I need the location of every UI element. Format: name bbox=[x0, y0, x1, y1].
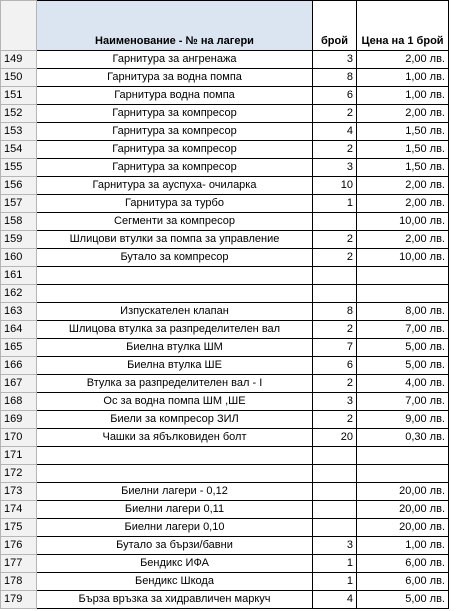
quantity-cell[interactable]: 3 bbox=[313, 159, 357, 177]
table-row bbox=[1, 267, 449, 285]
item-name-cell[interactable] bbox=[37, 285, 313, 303]
price-cell[interactable]: 20,00 лв. bbox=[357, 483, 449, 501]
item-name-cell[interactable]: Биели за компресор ЗИЛ bbox=[37, 411, 313, 429]
price-cell[interactable]: 1,50 лв. bbox=[357, 141, 449, 159]
price-cell[interactable] bbox=[357, 465, 449, 483]
quantity-cell[interactable]: 4 bbox=[313, 591, 357, 609]
quantity-cell[interactable]: 6 bbox=[313, 357, 357, 375]
price-cell[interactable]: 10,00 лв. bbox=[357, 249, 449, 267]
table-row bbox=[1, 339, 449, 357]
quantity-cell[interactable]: 20 bbox=[313, 429, 357, 447]
quantity-cell[interactable]: 1 bbox=[313, 195, 357, 213]
row-number-cell[interactable]: 151 bbox=[1, 87, 37, 105]
header-name-cell[interactable]: Наименование - № на лагери bbox=[37, 1, 313, 51]
quantity-cell[interactable]: 10 bbox=[313, 177, 357, 195]
row-number-cell[interactable]: 178 bbox=[1, 573, 37, 591]
quantity-cell[interactable]: 3 bbox=[313, 393, 357, 411]
table-row bbox=[1, 519, 449, 537]
item-name-cell[interactable]: Сегменти за компресор bbox=[37, 213, 313, 231]
price-cell[interactable]: 7,00 лв. bbox=[357, 321, 449, 339]
item-name-cell[interactable]: Ос за водна помпа ШМ ,ШЕ bbox=[37, 393, 313, 411]
item-name-cell[interactable]: Гарнитура за компресор bbox=[37, 159, 313, 177]
item-name-cell[interactable] bbox=[37, 267, 313, 285]
quantity-cell[interactable] bbox=[313, 213, 357, 231]
item-name-cell[interactable]: Гарнитура за компресор bbox=[37, 123, 313, 141]
table-row bbox=[1, 249, 449, 267]
table-row bbox=[1, 69, 449, 87]
price-cell[interactable]: 1,00 лв. bbox=[357, 537, 449, 555]
price-cell[interactable]: 2,00 лв. bbox=[357, 231, 449, 249]
table-row bbox=[1, 141, 449, 159]
quantity-cell[interactable]: 4 bbox=[313, 123, 357, 141]
quantity-cell[interactable] bbox=[313, 447, 357, 465]
quantity-cell[interactable]: 7 bbox=[313, 339, 357, 357]
row-number-cell[interactable]: 164 bbox=[1, 321, 37, 339]
table-row bbox=[1, 411, 449, 429]
price-cell[interactable]: 20,00 лв. bbox=[357, 519, 449, 537]
quantity-cell[interactable]: 2 bbox=[313, 141, 357, 159]
price-cell[interactable]: 2,00 лв. bbox=[357, 195, 449, 213]
item-name-cell[interactable]: Биелни лагери - 0,12 bbox=[37, 483, 313, 501]
quantity-cell[interactable]: 8 bbox=[313, 303, 357, 321]
item-name-cell[interactable]: Чашки за ябълковиден болт bbox=[37, 429, 313, 447]
quantity-cell[interactable]: 1 bbox=[313, 573, 357, 591]
table-row bbox=[1, 51, 449, 69]
price-cell[interactable]: 5,00 лв. bbox=[357, 591, 449, 609]
price-cell[interactable]: 1,50 лв. bbox=[357, 123, 449, 141]
quantity-cell[interactable] bbox=[313, 483, 357, 501]
item-name-cell[interactable]: Бутало за бързи/бавни bbox=[37, 537, 313, 555]
row-number-cell[interactable]: 174 bbox=[1, 501, 37, 519]
item-name-cell[interactable]: Шлицова втулка за разпределителен вал bbox=[37, 321, 313, 339]
item-name-cell[interactable]: Изпускателен клапан bbox=[37, 303, 313, 321]
table-row bbox=[1, 195, 449, 213]
row-number-cell[interactable]: 155 bbox=[1, 159, 37, 177]
item-name-cell[interactable]: Бутало за компресор bbox=[37, 249, 313, 267]
table-row bbox=[1, 285, 449, 303]
item-name-cell[interactable]: Биелна втулка ШМ bbox=[37, 339, 313, 357]
price-cell[interactable]: 6,00 лв. bbox=[357, 555, 449, 573]
row-number-cell[interactable]: 165 bbox=[1, 339, 37, 357]
quantity-cell[interactable] bbox=[313, 519, 357, 537]
table-row bbox=[1, 123, 449, 141]
item-name-cell[interactable]: Гарнитура за водна помпа bbox=[37, 69, 313, 87]
row-number-cell[interactable]: 161 bbox=[1, 267, 37, 285]
row-number-cell[interactable]: 166 bbox=[1, 357, 37, 375]
row-number-cell[interactable]: 173 bbox=[1, 483, 37, 501]
table-row bbox=[1, 159, 449, 177]
table-row bbox=[1, 357, 449, 375]
row-number-cell[interactable]: 169 bbox=[1, 411, 37, 429]
row-number-cell[interactable]: 159 bbox=[1, 231, 37, 249]
table-row bbox=[1, 537, 449, 555]
quantity-cell[interactable]: 3 bbox=[313, 537, 357, 555]
price-cell[interactable]: 9,00 лв. bbox=[357, 411, 449, 429]
item-name-cell[interactable]: Биелна втулка ШЕ bbox=[37, 357, 313, 375]
table-row bbox=[1, 177, 449, 195]
table-row bbox=[1, 393, 449, 411]
table-row bbox=[1, 303, 449, 321]
table-row bbox=[1, 555, 449, 573]
item-name-cell[interactable]: Гарнитура за компресор bbox=[37, 141, 313, 159]
price-cell[interactable]: 6,00 лв. bbox=[357, 573, 449, 591]
price-cell[interactable]: 5,00 лв. bbox=[357, 357, 449, 375]
price-cell[interactable]: 8,00 лв. bbox=[357, 303, 449, 321]
row-number-cell[interactable]: 156 bbox=[1, 177, 37, 195]
row-number-cell[interactable]: 153 bbox=[1, 123, 37, 141]
item-name-cell[interactable] bbox=[37, 465, 313, 483]
quantity-cell[interactable] bbox=[313, 465, 357, 483]
table-row bbox=[1, 573, 449, 591]
quantity-cell[interactable]: 3 bbox=[313, 51, 357, 69]
item-name-cell[interactable]: Бендикс ИФА bbox=[37, 555, 313, 573]
item-name-cell[interactable]: Гарнитура за компресор bbox=[37, 105, 313, 123]
price-cell[interactable]: 2,00 лв. bbox=[357, 105, 449, 123]
row-number-cell[interactable]: 162 bbox=[1, 285, 37, 303]
price-cell[interactable]: 2,00 лв. bbox=[357, 51, 449, 69]
price-cell[interactable] bbox=[357, 285, 449, 303]
price-cell[interactable]: 1,00 лв. bbox=[357, 69, 449, 87]
row-number-cell[interactable]: 168 bbox=[1, 393, 37, 411]
row-number-cell[interactable]: 149 bbox=[1, 51, 37, 69]
item-name-cell[interactable]: Биелни лагери 0,11 bbox=[37, 501, 313, 519]
quantity-cell[interactable]: 1 bbox=[313, 555, 357, 573]
header-row bbox=[1, 1, 449, 51]
table-row bbox=[1, 501, 449, 519]
row-number-cell[interactable]: 163 bbox=[1, 303, 37, 321]
quantity-cell[interactable]: 2 bbox=[313, 105, 357, 123]
price-cell[interactable]: 2,00 лв. bbox=[357, 177, 449, 195]
row-number-cell[interactable]: 158 bbox=[1, 213, 37, 231]
table-row bbox=[1, 213, 449, 231]
item-name-cell[interactable]: Бърза връзка за хидравличен маркуч bbox=[37, 591, 313, 609]
table-row bbox=[1, 483, 449, 501]
item-name-cell[interactable]: Бендикс Шкода bbox=[37, 573, 313, 591]
table-row bbox=[1, 321, 449, 339]
price-cell[interactable]: 1,50 лв. bbox=[357, 159, 449, 177]
price-cell[interactable]: 1,00 лв. bbox=[357, 87, 449, 105]
price-cell[interactable]: 5,00 лв. bbox=[357, 339, 449, 357]
item-name-cell[interactable]: Биелни лагери 0,10 bbox=[37, 519, 313, 537]
row-number-cell[interactable]: 167 bbox=[1, 375, 37, 393]
table-row bbox=[1, 231, 449, 249]
item-name-cell[interactable]: Гарнитура за ауспуха- очиларка bbox=[37, 177, 313, 195]
quantity-cell[interactable] bbox=[313, 501, 357, 519]
header-qty-cell[interactable]: брой bbox=[313, 1, 357, 51]
price-cell[interactable]: 20,00 лв. bbox=[357, 501, 449, 519]
table-row bbox=[1, 375, 449, 393]
row-number-cell[interactable]: 179 bbox=[1, 591, 37, 609]
table-row bbox=[1, 87, 449, 105]
table-row bbox=[1, 429, 449, 447]
row-number-cell[interactable]: 176 bbox=[1, 537, 37, 555]
item-name-cell[interactable]: Втулка за разпределителен вал - I bbox=[37, 375, 313, 393]
row-number-cell[interactable]: 171 bbox=[1, 447, 37, 465]
item-name-cell[interactable]: Шлицови втулки за помпа за управление bbox=[37, 231, 313, 249]
price-cell[interactable]: 7,00 лв. bbox=[357, 393, 449, 411]
header-price-cell[interactable]: Цена на 1 брой bbox=[357, 1, 449, 51]
quantity-cell[interactable] bbox=[313, 267, 357, 285]
table-row bbox=[1, 591, 449, 609]
item-name-cell[interactable]: Гарнитура водна помпа bbox=[37, 87, 313, 105]
quantity-cell[interactable]: 2 bbox=[313, 249, 357, 267]
quantity-cell[interactable]: 2 bbox=[313, 321, 357, 339]
price-cell[interactable]: 10,00 лв. bbox=[357, 213, 449, 231]
table-row bbox=[1, 105, 449, 123]
row-number-cell[interactable]: 172 bbox=[1, 465, 37, 483]
item-name-cell[interactable]: Гарнитура за турбо bbox=[37, 195, 313, 213]
row-number-cell[interactable]: 157 bbox=[1, 195, 37, 213]
spreadsheet-body bbox=[1, 1, 449, 609]
price-cell[interactable]: 4,00 лв. bbox=[357, 375, 449, 393]
quantity-cell[interactable]: 8 bbox=[313, 69, 357, 87]
header-row-number-cell[interactable] bbox=[1, 1, 37, 51]
price-cell[interactable] bbox=[357, 447, 449, 465]
table-row bbox=[1, 465, 449, 483]
row-number-cell[interactable]: 177 bbox=[1, 555, 37, 573]
item-name-cell[interactable] bbox=[37, 447, 313, 465]
row-number-cell[interactable]: 152 bbox=[1, 105, 37, 123]
row-number-cell[interactable]: 170 bbox=[1, 429, 37, 447]
row-number-cell[interactable]: 175 bbox=[1, 519, 37, 537]
table-row bbox=[1, 447, 449, 465]
quantity-cell[interactable]: 2 bbox=[313, 231, 357, 249]
item-name-cell[interactable]: Гарнитура за ангренажа bbox=[37, 51, 313, 69]
row-number-cell[interactable]: 160 bbox=[1, 249, 37, 267]
quantity-cell[interactable]: 6 bbox=[313, 87, 357, 105]
quantity-cell[interactable]: 2 bbox=[313, 411, 357, 429]
quantity-cell[interactable] bbox=[313, 285, 357, 303]
row-number-cell[interactable]: 150 bbox=[1, 69, 37, 87]
price-cell[interactable] bbox=[357, 267, 449, 285]
price-cell[interactable]: 0,30 лв. bbox=[357, 429, 449, 447]
row-number-cell[interactable]: 154 bbox=[1, 141, 37, 159]
quantity-cell[interactable]: 2 bbox=[313, 375, 357, 393]
